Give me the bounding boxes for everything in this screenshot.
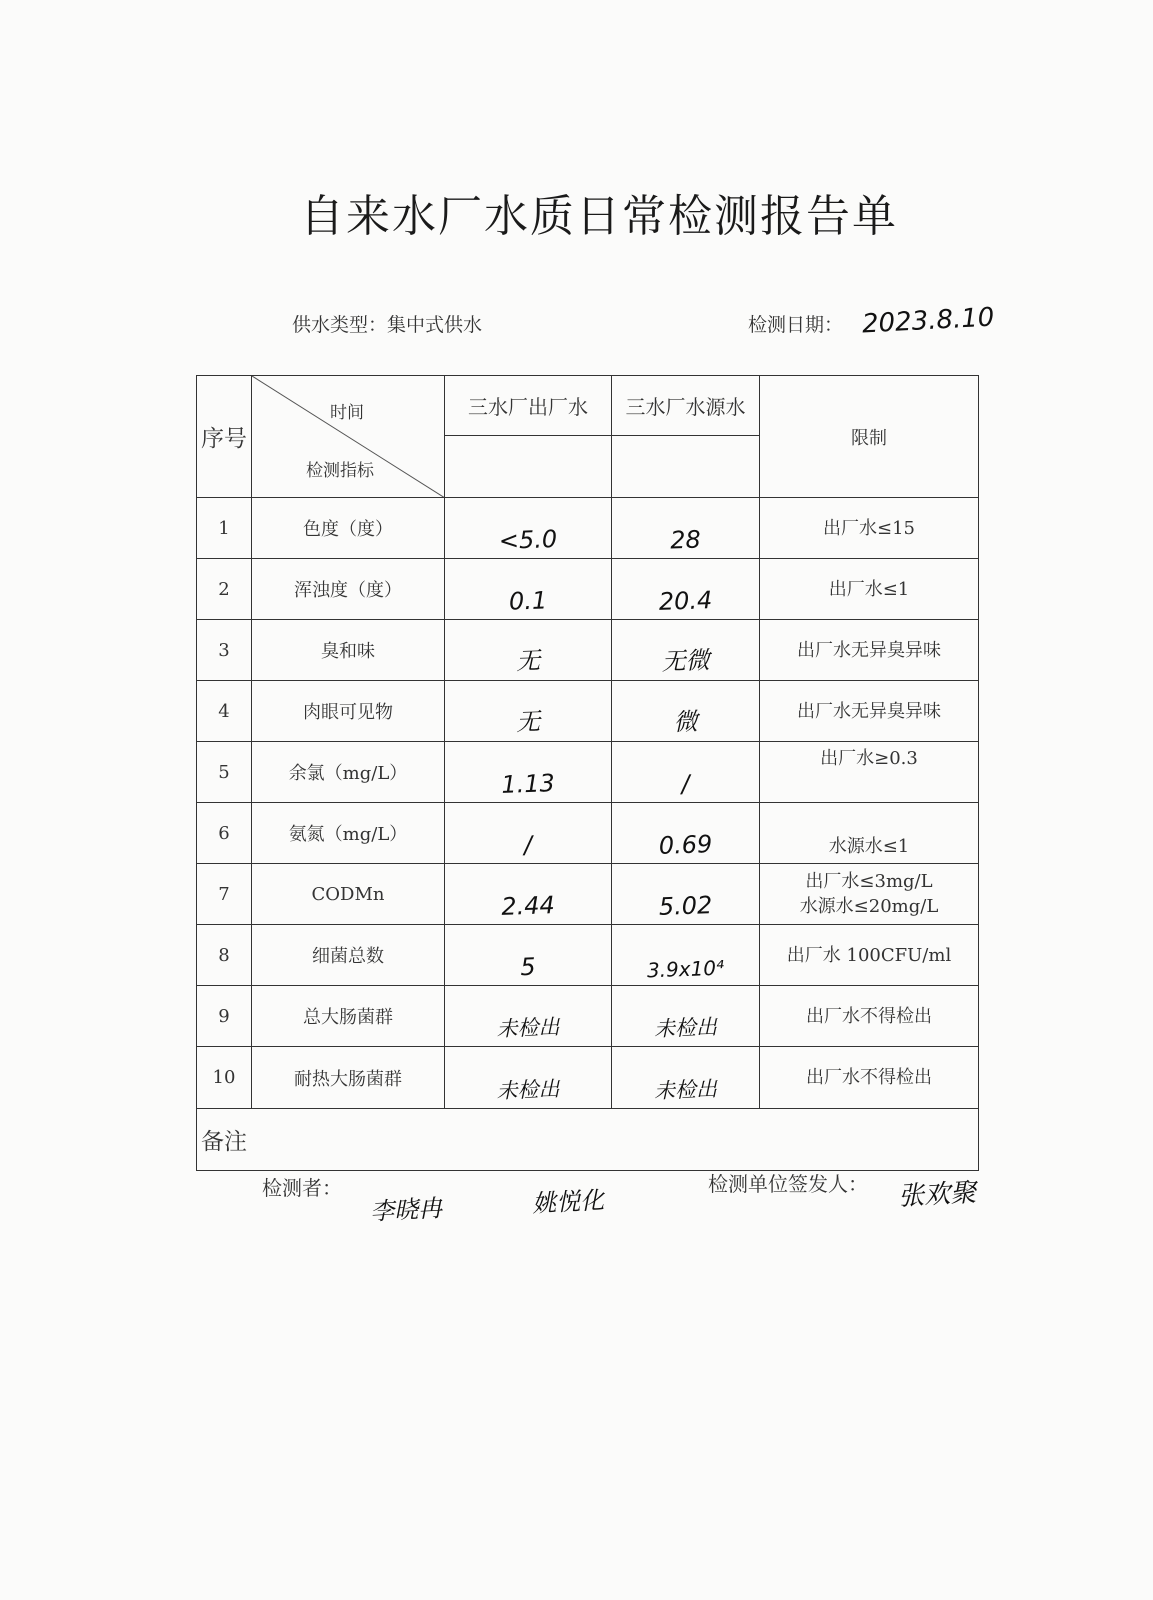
table-row [197,681,979,742]
row-source-value: / [680,769,691,799]
header-time: 时间 [330,403,364,423]
row-outlet-cell [445,864,612,925]
row-source-value: 20.4 [658,586,713,616]
row-metric: CODMn [252,864,445,925]
table-row [197,925,979,986]
row-limit: 出厂水≤1 [760,559,979,620]
row-source-cell [612,498,760,559]
row-outlet-cell [445,925,612,986]
header-time-metric [252,376,445,498]
supply-type-value: 集中式供水 [387,314,483,336]
inspector-signature-1: 李晓冉 [369,1194,443,1226]
row-limit: 出厂水不得检出 [760,986,979,1047]
row-outlet-cell [445,742,612,803]
header-metric: 检测指标 [306,461,374,481]
table-row [197,620,979,681]
row-outlet-cell [445,498,612,559]
row-metric: 氨氮（mg/L） [252,803,445,864]
row-limit: 出厂水不得检出 [760,1047,979,1109]
row-no: 4 [197,681,252,742]
row-outlet-value: 0.1 [508,586,548,616]
row-metric: 浑浊度（度） [252,559,445,620]
issuer-label: 检测单位签发人： [708,1172,868,1196]
row-outlet-cell [445,1047,612,1109]
row-outlet-cell [445,620,612,681]
issuer-signature: 张欢聚 [897,1177,977,1213]
table-row [197,1047,979,1109]
row-no: 6 [197,803,252,864]
table-row [197,986,979,1047]
row-limit [760,864,979,925]
row-limit: 出厂水无异臭异味 [760,620,979,681]
remark-row [197,1109,979,1171]
row-source-cell [612,742,760,803]
row-limit: 出厂水≤15 [760,498,979,559]
row-outlet-cell [445,986,612,1047]
row-source-cell [612,864,760,925]
row-outlet-value: / [523,830,533,860]
table-row [197,498,979,559]
row-metric: 肉眼可见物 [252,681,445,742]
row-source-value: 无微 [661,646,711,676]
row-source-cell [612,1047,760,1109]
row-no: 10 [197,1047,252,1109]
row-source-value: 5.02 [658,891,713,921]
row-limit-line: 出厂水≤3mg/L [805,871,933,892]
row-source-value: 28 [669,525,702,555]
row-outlet-value: <5.0 [498,524,558,556]
row-limit-line-2: 水源水≤20mg/L [799,896,939,917]
row-outlet-value: 未检出 [496,1014,560,1042]
header-source-blank [612,436,760,498]
report-title: 自来水厂水质日常检测报告单 [300,191,898,242]
header-serial: 序号 [197,376,252,498]
row-source-cell [612,925,760,986]
row-limit: 出厂水无异臭异味 [760,681,979,742]
row-source-value: 未检出 [653,1014,718,1042]
row-outlet-value: 未检出 [496,1076,560,1104]
row-no: 1 [197,498,252,559]
row-source-value: 未检出 [653,1076,718,1104]
row-no: 7 [197,864,252,925]
row-outlet-cell [445,803,612,864]
row-source-cell [612,559,760,620]
report-table [196,375,979,1171]
header-outlet-water: 三水厂出厂水 [445,376,612,436]
row-metric: 耐热大肠菌群 [252,1047,445,1109]
row-outlet-cell [445,559,612,620]
test-date-label: 检测日期： [748,314,844,336]
row-outlet-value: 2.44 [500,891,556,921]
header-source-water: 三水厂水源水 [612,376,760,436]
header-limit: 限制 [760,376,979,498]
row-source-value: 微 [673,707,699,737]
supply-type-label: 供水类型： [292,314,388,336]
row-source-cell [612,681,760,742]
supply-type [292,310,482,337]
table-row [197,559,979,620]
row-limit: 出厂水 100CFU/ml [760,925,979,986]
remark-label: 备注 [197,1109,979,1171]
row-no: 2 [197,559,252,620]
row-metric: 余氯（mg/L） [252,742,445,803]
row-outlet-cell [445,681,612,742]
row-no: 8 [197,925,252,986]
inspector-label: 检测者： [262,1176,342,1200]
row-metric: 总大肠菌群 [252,986,445,1047]
table-row [197,864,979,925]
row-no: 5 [197,742,252,803]
row-no: 9 [197,986,252,1047]
row-source-value: 3.9x10⁴ [646,955,725,983]
table-row [197,742,979,803]
row-no: 3 [197,620,252,681]
row-outlet-value: 5 [519,952,537,982]
row-outlet-value: 1.13 [500,769,556,799]
row-outlet-value: 无 [515,707,541,737]
test-date-value: 2023.8.10 [861,302,996,340]
row-metric: 臭和味 [252,620,445,681]
table-row [197,803,979,864]
row-metric: 色度（度） [252,498,445,559]
row-source-cell [612,986,760,1047]
row-metric: 细菌总数 [252,925,445,986]
row-source-cell [612,803,760,864]
row-limit: 出厂水≥0.3 [760,742,979,803]
inspector-signature-2: 姚悦化 [531,1186,605,1218]
row-limit: 水源水≤1 [760,803,979,864]
row-source-cell [612,620,760,681]
header-outlet-blank [445,436,612,498]
row-source-value: 0.69 [658,830,713,860]
row-outlet-value: 无 [515,646,541,676]
